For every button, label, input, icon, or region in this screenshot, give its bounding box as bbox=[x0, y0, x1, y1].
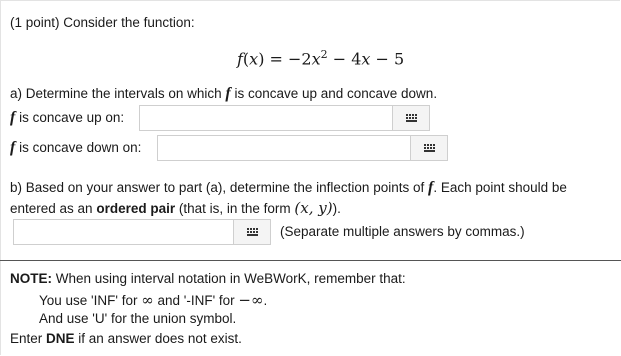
part-b-line2-mid: (that is, in the form bbox=[175, 201, 295, 216]
inflection-points-input[interactable] bbox=[13, 219, 234, 245]
note-line4 bbox=[10, 331, 242, 346]
note-line1 bbox=[10, 271, 406, 286]
eq-exponent: 2 bbox=[320, 48, 328, 61]
note-label: NOTE: bbox=[10, 271, 52, 286]
part-a-var: f bbox=[225, 85, 231, 102]
concave-up-var: f bbox=[10, 109, 16, 126]
keyboard-icon bbox=[247, 228, 258, 236]
concave-up-label bbox=[10, 109, 124, 127]
ordered-pair-math: (x, y) bbox=[294, 199, 333, 217]
part-b-var: f bbox=[427, 179, 434, 196]
part-b-line2-pre: entered as an bbox=[10, 201, 97, 216]
concave-up-text: is concave up on: bbox=[15, 110, 125, 125]
concave-up-input[interactable] bbox=[139, 105, 393, 131]
separate-answers-hint: (Separate multiple answers by commas.) bbox=[280, 224, 525, 239]
inflection-keyboard-button[interactable] bbox=[234, 219, 271, 245]
concave-down-input[interactable] bbox=[157, 135, 411, 161]
part-b-prompt-line2 bbox=[10, 199, 341, 217]
header-text: Consider the function: bbox=[63, 15, 195, 30]
note-line2 bbox=[39, 291, 267, 309]
dne-emphasis: DNE bbox=[46, 331, 75, 346]
concave-down-text: is concave down on: bbox=[15, 140, 142, 155]
ordered-pair-emphasis: ordered pair bbox=[96, 201, 176, 216]
part-a-text-pre: a) Determine the intervals on which bbox=[10, 86, 226, 101]
eq-var2: x bbox=[361, 49, 371, 69]
keyboard-icon bbox=[424, 144, 435, 152]
keyboard-icon bbox=[406, 114, 417, 122]
concave-down-var: f bbox=[10, 139, 16, 156]
eq-term-a: = −2 bbox=[269, 49, 312, 69]
note-line4-post: if an answer does not exist. bbox=[74, 331, 242, 346]
eq-fn: f bbox=[237, 49, 243, 69]
eq-term-b: − 4 bbox=[327, 49, 362, 69]
note-divider bbox=[0, 260, 621, 261]
eq-var1: x bbox=[311, 49, 321, 69]
part-a-text-post: is concave up and concave down. bbox=[230, 86, 438, 101]
note-line1-text: When using interval notation in WeBWorK, remember that: bbox=[52, 271, 406, 286]
part-b-text-pre: b) Based on your answer to part (a), determine the inflection points of bbox=[10, 180, 428, 195]
note-line2-mid: and '-INF' for bbox=[153, 293, 239, 308]
part-b-text-post: . Each point should be bbox=[433, 180, 567, 195]
note-line4-pre: Enter bbox=[10, 331, 47, 346]
part-b-prompt-line1 bbox=[10, 179, 567, 197]
note-line2-post: . bbox=[263, 293, 268, 308]
concave-down-label bbox=[10, 139, 141, 157]
infinity-symbol: ∞ bbox=[141, 291, 154, 309]
eq-var: x bbox=[249, 49, 259, 69]
concave-down-keyboard-button[interactable] bbox=[411, 135, 448, 161]
part-b-line2-post: ). bbox=[332, 201, 341, 216]
eq-term-c: − 5 bbox=[370, 49, 405, 69]
note-line2-pre: You use 'INF' for bbox=[39, 293, 142, 308]
points-label: (1 point) bbox=[10, 15, 60, 30]
neg-infinity-symbol: −∞ bbox=[238, 291, 264, 309]
function-equation: $f(x) = -2x^2 - 4x - 5$ bbox=[237, 48, 405, 69]
problem-header bbox=[10, 15, 195, 30]
concave-up-keyboard-button[interactable] bbox=[393, 105, 430, 131]
part-a-prompt bbox=[10, 85, 437, 103]
note-line3: And use 'U' for the union symbol. bbox=[39, 311, 237, 326]
